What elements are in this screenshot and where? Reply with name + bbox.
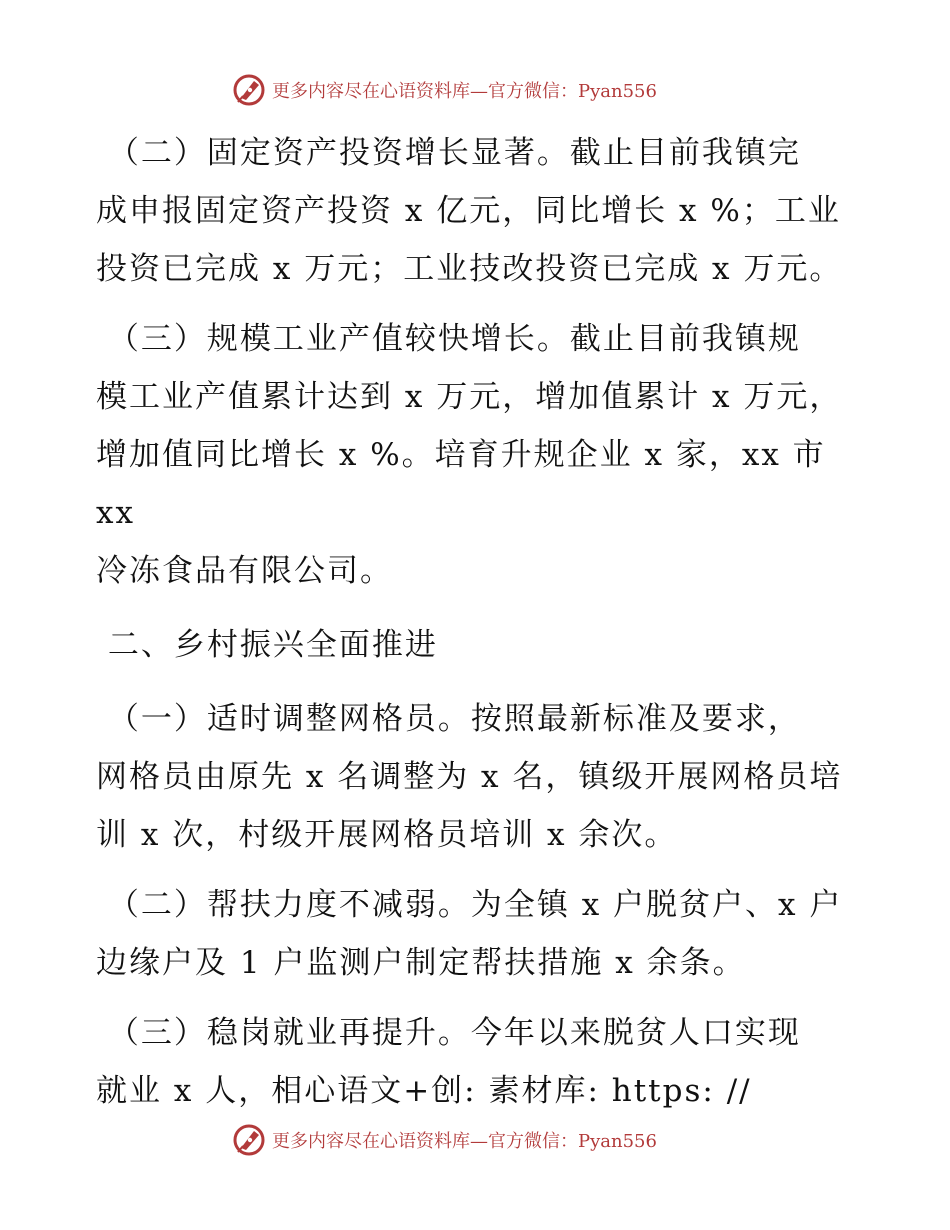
body-line: （二）帮扶力度不减弱。为全镇 x 户脱贫户、x 户 (96, 887, 843, 923)
body-line: （一）适时调整网格员。按照最新标准及要求， (96, 701, 801, 737)
body-line: （三）规模工业产值较快增长。截止目前我镇规 (96, 321, 801, 357)
section-heading: 二、乡村振兴全面推进 (96, 627, 438, 663)
body-line: 模工业产值累计达到 x 万元，增加值累计 x 万元， (96, 379, 843, 415)
body-line: （三）稳岗就业再提升。今年以来脱贫人口实现 (96, 1015, 801, 1051)
body-line: 边缘户及 1 户监测户制定帮扶措施 x 余条。 (96, 945, 746, 981)
body-line: 训 x 次，村级开展网格员培训 x 余次。 (96, 817, 678, 853)
body-line: （二）固定资产投资增长显著。截止目前我镇完 (96, 135, 801, 171)
watermark-text: 更多内容尽在心语资料库—官方微信：Pyan556 (272, 81, 657, 102)
pen-nib-circle-icon (232, 1123, 266, 1157)
watermark-text: 更多内容尽在心语资料库—官方微信：Pyan556 (272, 1131, 657, 1152)
body-line: 成申报固定资产投资 x 亿元，同比增长 x %；工业 (96, 193, 841, 229)
header-watermark (232, 72, 732, 108)
body-line: 增加值同比增长 x %。培育升规企业 x 家，xx 市 xx (96, 437, 838, 531)
body-line: 投资已完成 x 万元；工业技改投资已完成 x 万元。 (96, 251, 843, 287)
body-line: 网格员由原先 x 名调整为 x 名，镇级开展网格员培 (96, 759, 843, 795)
body-line: 就业 x 人，相心语文+创: 素材库: https: // (96, 1073, 752, 1109)
body-line: 冷冻食品有限公司。 (96, 553, 393, 589)
pen-nib-circle-icon (232, 73, 266, 107)
document-body (96, 124, 856, 1120)
footer-watermark (232, 1122, 732, 1158)
